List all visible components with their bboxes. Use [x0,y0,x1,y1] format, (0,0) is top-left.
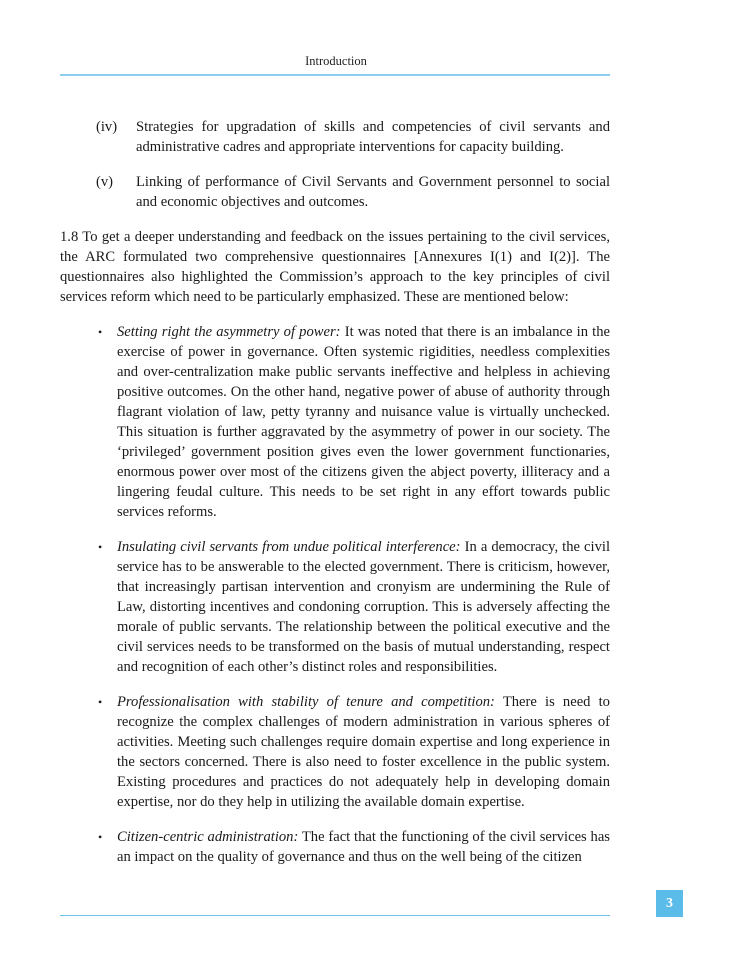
bullet-item [60,537,610,677]
footer-divider [60,915,610,916]
running-header: Introduction [305,54,367,68]
bullet-item [60,827,610,867]
bullet-icon: • [98,540,103,554]
item-text: Linking of performance of Civil Servants and Government personnel to social and economic objectives and outcomes. [136,174,610,210]
bullet-icon: • [98,695,103,709]
header-divider [60,74,610,76]
bullet-lead: Setting right the asymmetry of power: [117,324,341,340]
item-text: Strategies for upgradation of skills and competencies of civil servants and administrative cadres and appropriate interventions for capacity building. [136,119,610,155]
bullet-lead: Citizen-centric administration: [117,829,299,845]
bullet-text: The fact that the functioning of the civil services has an impact on the quality of governance and thus on the well being of the citizen [117,829,610,865]
bullet-item [60,692,610,812]
item-number: (v) [96,174,114,190]
bullet-text: It was noted that there is an imbalance in the exercise of power in governance. Often systemic rigidities, needless complexities and over-centralization make public servants ineffective and helpless in achieving positive outcomes. On the other hand, negative power of abuse of authority through flagrant violation of law, petty tyranny and nuisance value is virtually unchecked. This situation is further aggravated by the asymmetry of power in our society. The ‘privileged’ government position gives even the lower government functionaries, enormous power over most of the citizens given the abject poverty, illiteracy and a lingering feudal culture. This needs to be set right in any effort towards public services reforms. [117,324,610,520]
enumerated-item [60,117,610,157]
page-body [60,117,610,882]
page-number-badge: 3 [656,890,683,917]
bullet-text: There is need to recognize the complex challenges of modern administration in various spheres of activities. Meeting such challenges require domain expertise and long experience in the sectors concerned. There is also need to foster excellence in the public system. Existing procedures and practices do not adequately help in developing domain expertise, nor do they help in utilizing the available domain expertise. [117,694,610,810]
paragraph-1-8: 1.8 To get a deeper understanding and feedback on the issues pertaining to the civil services, the ARC formulated two comprehensive questionnaires [Annexures I(1) and I(2)]. The questionnaires also highlighted the Commission’s approach to the key principles of civil services reform which need to be particularly emphasized. These are mentioned below: [60,229,610,305]
item-number: (iv) [96,119,118,135]
enumerated-item [60,172,610,212]
bullet-item [60,322,610,522]
bullet-text: In a democracy, the civil service has to be answerable to the elected government. There is criticism, however, that increasingly partisan intervention and cronyism are undermining the Rule of Law, distorting incentives and condoning corruption. This is adversely affecting the morale of public servants. The relationship between the political executive and the civil services needs to be transformed on the basis of mutual understanding, respect and recognition of each other’s distinct roles and responsibilities. [117,539,610,675]
bullet-icon: • [98,325,103,339]
bullet-lead: Insulating civil servants from undue political interference: [117,539,461,555]
bullet-icon: • [98,830,103,844]
bullet-lead: Professionalisation with stability of tenure and competition: [117,694,495,710]
